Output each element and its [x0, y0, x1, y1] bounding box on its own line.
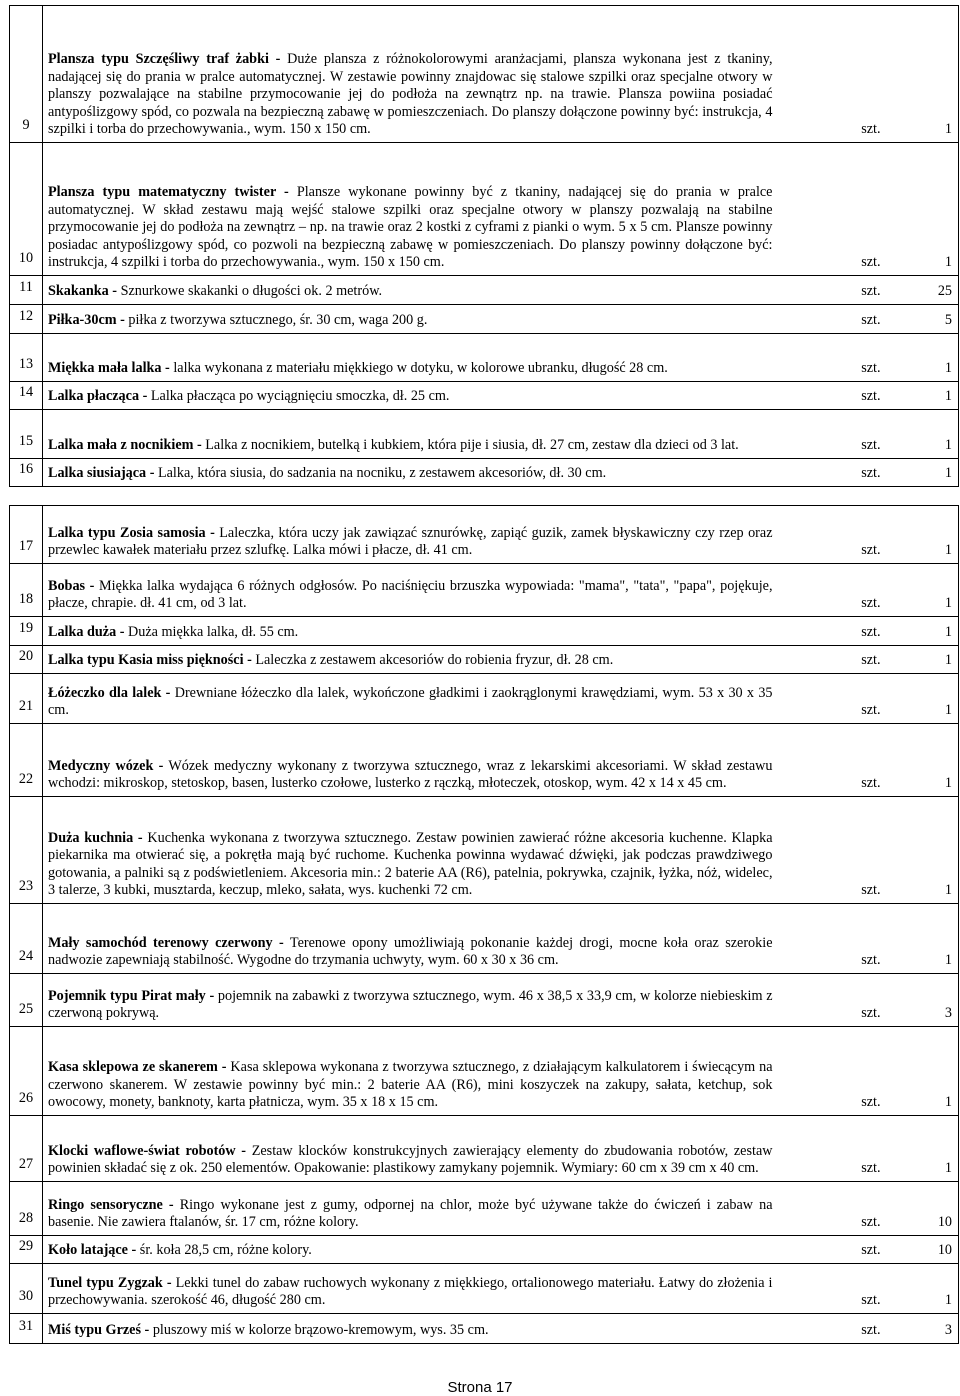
item-description: [43, 1027, 777, 1116]
item-quantity: 1: [887, 564, 959, 617]
item-quantity: 10: [887, 1236, 959, 1264]
item-unit: szt.: [777, 617, 887, 646]
item-unit: szt.: [777, 564, 887, 617]
item-unit: szt.: [777, 6, 887, 143]
item-description: [43, 1314, 777, 1344]
item-number: 29: [10, 1236, 43, 1264]
item-text: piłka z tworzywa sztucznego, śr. 30 cm, waga 200 g.: [124, 312, 428, 329]
item-description: [43, 797, 777, 904]
item-number: 19: [10, 617, 43, 646]
item-quantity: 25: [887, 276, 959, 305]
item-unit: szt.: [777, 506, 887, 564]
item-unit: szt.: [777, 1027, 887, 1116]
item-description: [43, 564, 777, 617]
item-number: 18: [10, 564, 43, 617]
table-row: [10, 334, 959, 382]
item-name: Lalka mała z nocnikiem -: [48, 437, 202, 454]
table-row: [10, 646, 959, 674]
page-number: Strona 17: [447, 1379, 513, 1396]
item-quantity: 1: [887, 506, 959, 564]
item-number: 20: [10, 646, 43, 674]
item-unit: szt.: [777, 904, 887, 974]
item-name: Plansza typu Szczęśliwy traf żabki -: [48, 51, 281, 68]
item-text: Laleczka z zestawem akcesoriów do robienia fryzur, dł. 28 cm.: [251, 652, 614, 669]
item-number: 28: [10, 1182, 43, 1236]
item-text: Plansze wykonane powinny być z tkaniny, nadającej się do prania w pralce automatycznej. W skład zestawu mają wejść stalowe szpilki oraz specjalne otwory w planszy pozwalają na stabilne przymocowanie jej do podłoża na zewnątrz – np. na trawie oraz 2 kostki z cyframi z pianki o wym. 5 x 5 cm. Plansze powinny posiadac antypoślizgowy spód, co pozwoli na bezpieczną zabawę w pomieszczeniach. Do planszy powinny dołączone być: instrukcja, 4 szpilki i torba do przechowywania., wym. 150 x 150 cm.: [48, 184, 773, 271]
item-name: Medyczny wózek -: [48, 757, 164, 774]
table-row: [10, 1027, 959, 1116]
item-name: Lalka duża -: [48, 624, 125, 641]
item-number: 26: [10, 1027, 43, 1116]
items-table: [9, 505, 959, 1344]
item-unit: szt.: [777, 646, 887, 674]
item-unit: szt.: [777, 410, 887, 459]
item-description: [43, 617, 777, 646]
item-description: [43, 459, 777, 487]
item-text: Lalka płacząca po wyciągnięciu smoczka, dł. 25 cm.: [147, 388, 450, 405]
item-quantity: 1: [887, 1116, 959, 1182]
table-row: [10, 6, 959, 143]
table-row: [10, 904, 959, 974]
item-text: Laleczka, która uczy jak zawiązać sznurówkę, zapiąć guzik, zamek błyskawiczny czy rzep oraz przewlec kawałek materiału przez szlufkę. Lalka mówi i płacze, dł. 41 cm.: [48, 524, 773, 559]
item-text: Miękka lalka wydająca 6 różnych odgłosów. Po naciśnięciu brzuszka wypowiada: "mama", "tata", "papa", pojękuje, płacze, chrapie. dł. 41 cm, od 3 lat.: [48, 577, 773, 612]
item-name: Plansza typu matematyczny twister -: [48, 184, 289, 201]
item-description: [43, 305, 777, 334]
item-number: 14: [10, 382, 43, 410]
table-row: [10, 724, 959, 797]
item-number: 11: [10, 276, 43, 305]
item-name: Piłka-30cm -: [48, 312, 125, 329]
item-quantity: 3: [887, 974, 959, 1027]
item-quantity: 1: [887, 382, 959, 410]
item-quantity: 1: [887, 143, 959, 276]
item-text: Duża miękka lalka, dł. 55 cm.: [124, 624, 299, 641]
table-row: [10, 1116, 959, 1182]
item-text: śr. koła 28,5 cm, różne kolory.: [136, 1242, 312, 1259]
item-quantity: 1: [887, 6, 959, 143]
table-row: [10, 974, 959, 1027]
item-description: [43, 276, 777, 305]
table-row: [10, 410, 959, 459]
item-unit: szt.: [777, 1314, 887, 1344]
item-unit: szt.: [777, 674, 887, 724]
item-description: [43, 1236, 777, 1264]
item-name: Lalka typu Zosia samosia -: [48, 524, 215, 541]
item-unit: szt.: [777, 1236, 887, 1264]
item-name: Skakanka -: [48, 283, 118, 300]
item-unit: szt.: [777, 276, 887, 305]
item-text: Kuchenka wykonana z tworzywa sztucznego. Zestaw powinien zawierać różne akcesoria kuchenne. Klapka piekarnika ma otwierać się, a pokrętła mają być ruchome. Kuchenka powinna wydawać dźwięki, jak podczas prawdziwego gotowania, a palniki są z podświetleniem. Akcesoria min.: 2 baterie AA (R6), patelnia, pokrywka, czajnik, łyżka, nóż, widelec, 3 talerze, 3 kubki, musztarda, keczup, mleko, sałata, wys. kuchenki 72 cm.: [48, 829, 773, 899]
table-row: [10, 1314, 959, 1344]
item-number: 24: [10, 904, 43, 974]
item-name: Bobas -: [48, 577, 95, 594]
table-row: [10, 305, 959, 334]
item-unit: szt.: [777, 1182, 887, 1236]
table-row: [10, 506, 959, 564]
item-name: Lalka siusiająca -: [48, 465, 155, 482]
item-unit: szt.: [777, 143, 887, 276]
item-text: pojemnik na zabawki z tworzywa sztucznego, wym. 46 x 38,5 x 33,9 cm, w kolorze niebieskim z czerwoną pokrywą.: [48, 987, 773, 1022]
table-row: [10, 1264, 959, 1314]
item-text: pluszowy miś w kolorze brązowo-kremowym, wys. 35 cm.: [149, 1322, 489, 1339]
table-row: [10, 674, 959, 724]
item-number: 23: [10, 797, 43, 904]
item-text: Lalka, która siusia, do sadzania na nocniku, z zestawem akcesoriów, dł. 30 cm.: [154, 465, 607, 482]
item-number: 13: [10, 334, 43, 382]
item-unit: szt.: [777, 1264, 887, 1314]
item-text: Ringo wykonane jest z gumy, odpornej na chlor, może być używane także do ćwiczeń i zabaw na basenie. Nie zawiera ftalanów, śr. 17 cm, różne kolory.: [48, 1196, 773, 1231]
item-description: [43, 724, 777, 797]
item-quantity: 1: [887, 1264, 959, 1314]
item-quantity: 1: [887, 674, 959, 724]
item-name: Miś typu Grześ -: [48, 1322, 150, 1339]
item-text: Wózek medyczny wykonany z tworzywa sztucznego, wraz z lekarskimi akcesoriami. W skład zestawu wchodzi: mikroskop, stetoskop, basen, lusterko czołowe, lusterko z rączką, młoteczek, otoskop, wym. 42 x 14 x 45 cm.: [48, 757, 773, 792]
item-unit: szt.: [777, 305, 887, 334]
item-number: 12: [10, 305, 43, 334]
table-row: [10, 617, 959, 646]
item-unit: szt.: [777, 724, 887, 797]
table-row: [10, 797, 959, 904]
item-description: [43, 143, 777, 276]
table-row: [10, 382, 959, 410]
item-description: [43, 382, 777, 410]
table-row: [10, 1182, 959, 1236]
item-description: [43, 674, 777, 724]
item-quantity: 1: [887, 459, 959, 487]
item-name: Lalka płacząca -: [48, 388, 148, 405]
item-number: 25: [10, 974, 43, 1027]
item-quantity: 1: [887, 646, 959, 674]
item-unit: szt.: [777, 797, 887, 904]
item-text: Terenowe opony umożliwiają pokonanie każdej drogi, mocne koła oraz szerokie nadwozie zapewniają stabilność. Wygodne do trzymania uchwyty, wym. 60 x 30 x 36 cm.: [48, 934, 773, 969]
item-name: Miękka mała lalka -: [48, 360, 170, 377]
item-number: 22: [10, 724, 43, 797]
table-row: [10, 1236, 959, 1264]
item-description: [43, 1182, 777, 1236]
item-text: lalka wykonana z materiału miękkiego w dotyku, w kolorowe ubranku, długość 28 cm.: [169, 360, 668, 377]
item-name: Duża kuchnia -: [48, 829, 143, 846]
item-description: [43, 1116, 777, 1182]
item-description: [43, 1264, 777, 1314]
item-quantity: 1: [887, 617, 959, 646]
item-quantity: 1: [887, 904, 959, 974]
table-row: [10, 143, 959, 276]
item-name: Kasa sklepowa ze skanerem -: [48, 1059, 227, 1076]
item-number: 21: [10, 674, 43, 724]
item-quantity: 1: [887, 334, 959, 382]
item-description: [43, 6, 777, 143]
item-number: 27: [10, 1116, 43, 1182]
item-number: 9: [10, 6, 43, 143]
item-name: Lalka typu Kasia miss piękności -: [48, 652, 252, 669]
item-quantity: 1: [887, 724, 959, 797]
item-quantity: 5: [887, 305, 959, 334]
item-text: Lalka z nocnikiem, butelką i kubkiem, która pije i siusia, dł. 27 cm, zestaw dla dzieci od 3 lat.: [201, 437, 739, 454]
item-text: Kasa sklepowa wykonana z tworzywa sztucznego, z działającym kalkulatorem i świecącym na czerwono skanerem. W zestawie powinny być min.: 2 baterie AA (R6), mini koszyczek na zakupy, sałata, ketchup, sok owocowy, monety, banknoty, karta płatnicza, wym. 35 x 18 x 15 cm.: [48, 1059, 773, 1111]
item-number: 10: [10, 143, 43, 276]
item-name: Mały samochód terenowy czerwony -: [48, 934, 284, 951]
table-row: [10, 459, 959, 487]
item-description: [43, 334, 777, 382]
item-unit: szt.: [777, 334, 887, 382]
item-quantity: 1: [887, 1027, 959, 1116]
item-text: Lekki tunel do zabaw ruchowych wykonany z miękkiego, ortalionowego materiału. Łatwy do złożenia i przechowywania. szerokość 46, długość 280 cm.: [48, 1274, 773, 1309]
table-row: [10, 276, 959, 305]
item-description: [43, 904, 777, 974]
item-text: Drewniane łóżeczko dla lalek, wykończone gładkimi i zaokrąglonymi krawędziami, wym. 53 x 30 x 35 cm.: [48, 684, 773, 719]
items-table: [9, 5, 959, 487]
item-number: 16: [10, 459, 43, 487]
item-unit: szt.: [777, 1116, 887, 1182]
item-name: Ringo sensoryczne -: [48, 1196, 174, 1213]
item-unit: szt.: [777, 382, 887, 410]
item-text: Duże plansza z różnokolorowymi aranżacjami, plansza wykonana jest z tkaniny, nadającej się do prania w pralce automatycznej. W zestawie powinny znajdowac się stalowe szpilki oraz specjalne otwory w planszy pozwalające na stabilne przymocowanie jej do podłoża na zewnątrz np. na trawie. Plansza powiina posiadać antypoślizgowy spód, co pozwala na bezpieczną zabawę w pomieszczeniach. Do planszy dołączone powinny być: instrukcja, 4 szpilki i torba do przechowywania., wym. 150 x 150 cm.: [48, 51, 773, 138]
item-quantity: 1: [887, 410, 959, 459]
item-number: 17: [10, 506, 43, 564]
item-name: Tunel typu Zygzak -: [48, 1274, 172, 1291]
item-number: 30: [10, 1264, 43, 1314]
item-name: Koło latające -: [48, 1242, 137, 1259]
item-name: Łóżeczko dla lalek -: [48, 684, 171, 701]
item-name: Klocki waflowe-świat robotów -: [48, 1142, 247, 1159]
item-text: Sznurkowe skakanki o długości ok. 2 metrów.: [117, 283, 383, 300]
item-description: [43, 410, 777, 459]
item-quantity: 1: [887, 797, 959, 904]
item-unit: szt.: [777, 974, 887, 1027]
item-number: 31: [10, 1314, 43, 1344]
item-quantity: 10: [887, 1182, 959, 1236]
item-description: [43, 506, 777, 564]
item-description: [43, 646, 777, 674]
item-unit: szt.: [777, 459, 887, 487]
item-quantity: 3: [887, 1314, 959, 1344]
item-name: Pojemnik typu Pirat mały -: [48, 987, 215, 1004]
item-description: [43, 974, 777, 1027]
table-row: [10, 564, 959, 617]
item-text: Zestaw klocków konstrukcyjnych zawierający elementy do zbudowania robotów, zestaw powinien składać się z ok. 250 elementów. Opakowanie: plastikowy zamykany pojemnik. Wymiary: 60 cm x 39 cm x 40 cm.: [48, 1142, 773, 1177]
item-number: 15: [10, 410, 43, 459]
